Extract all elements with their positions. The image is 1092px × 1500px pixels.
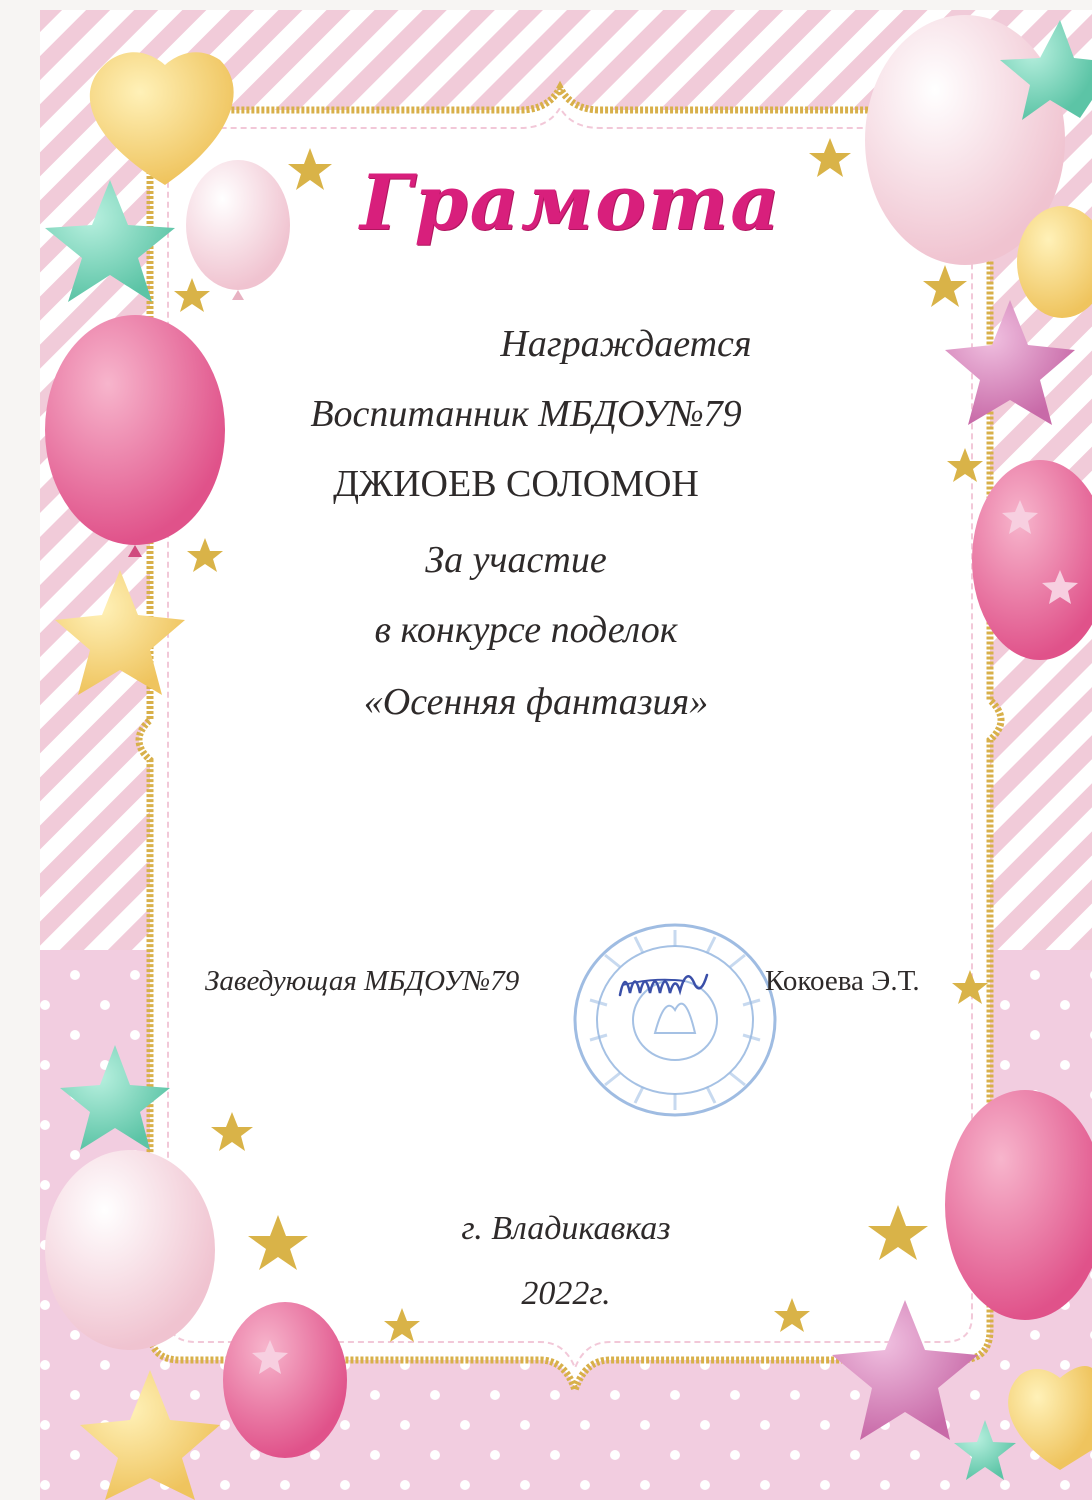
contest-name: «Осенняя фантазия» (363, 681, 709, 723)
balloon-pink-bottom-left (223, 1302, 347, 1458)
certificate-title: Грамота (360, 158, 782, 247)
recipient-role: Воспитанник МБДОУ№79 (310, 393, 742, 435)
balloon-light-pink-bottom-left (45, 1150, 215, 1350)
awarded-label: Награждается (500, 323, 752, 365)
recipient-name: ДЖИОЕВ СОЛОМОН (333, 463, 699, 505)
year: 2022г. (521, 1275, 611, 1312)
signer-name: Кокоева Э.Т. (765, 965, 920, 997)
official-stamp (565, 915, 785, 1125)
gold-frame (139, 88, 1001, 1390)
city: г. Владикавказ (461, 1210, 671, 1247)
handwritten-signature (615, 955, 715, 1015)
award-reason: За участие (425, 539, 607, 581)
contest-description: в конкурсе поделок (374, 609, 678, 651)
signer-position: Заведующая МБДОУ№79 (205, 965, 520, 997)
